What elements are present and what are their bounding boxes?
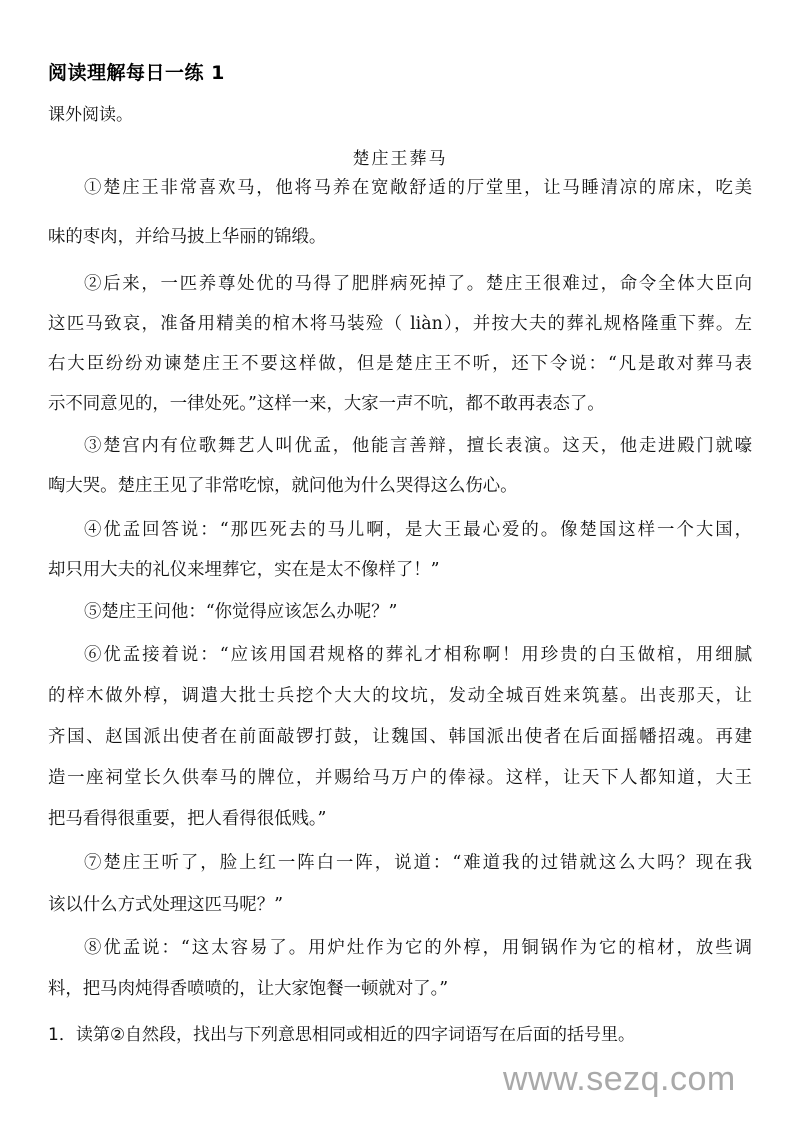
paragraph-1-line-1: ①楚庄王非常喜欢马，他将马养在宽敞舒适的厅堂里，让马睡清凉的席床，吃美 <box>84 178 752 198</box>
paragraph-2-line-4: 示不同意见的，一律处死。”这样一来，大家一声不吭，都不敢再表态了。 <box>48 394 605 414</box>
paragraph-2-line-3: 右大臣纷纷劝谏楚庄王不要这样做，但是楚庄王不听，还下令说：“凡是敢对葬马表 <box>48 354 752 374</box>
paragraph-6-line-1: ⑥优孟接着说：“应该用国君规格的葬礼才相称啊！用珍贵的白玉做棺，用细腻 <box>84 645 752 665</box>
story-title: 楚庄王葬马 <box>352 149 448 169</box>
paragraph-6-line-4: 造一座祠堂长久供奉马的牌位，并赐给马万户的俸禄。这样，让天下人都知道，大王 <box>48 768 752 788</box>
paragraph-5-line-1: ⑤楚庄王问他：“你觉得应该怎么办呢？” <box>84 602 398 622</box>
paragraph-8-line-2: 料，把马肉炖得香喷喷的，让大家饱餐一顿就对了。” <box>48 979 449 999</box>
page-title: 阅读理解每日一练 1 <box>48 62 225 84</box>
paragraph-6-line-5: 把马看得很重要，把人看得很低贱。” <box>48 809 327 829</box>
paragraph-2-line-2: 这匹马致哀，准备用精美的棺木将马装殓（ liàn），并按大夫的葬礼规格隆重下葬。左 <box>48 314 752 334</box>
watermark-text: www.sezq.com <box>503 1060 736 1098</box>
paragraph-3-line-1: ③楚宫内有位歌舞艺人叫优孟，他能言善辩，擅长表演。这天，他走进殿门就嚎 <box>84 436 752 456</box>
paragraph-8-line-1: ⑧优孟说：“这太容易了。用炉灶作为它的外椁，用铜锅作为它的棺材，放些调 <box>84 938 752 958</box>
paragraph-6-line-3: 齐国、赵国派出使者在前面敲锣打鼓，让魏国、韩国派出使者在后面摇幡招魂。再建 <box>48 727 752 747</box>
paragraph-4-line-2: 却只用大夫的礼仪来埋葬它，实在是太不像样了！” <box>48 560 440 580</box>
paragraph-4-line-1: ④优孟回答说：“那匹死去的马儿啊，是大王最心爱的。像楚国这样一个大国， <box>84 520 752 540</box>
paragraph-2-line-1: ②后来，一匹养尊处优的马得了肥胖病死掉了。楚庄王很难过，命令全体大臣向 <box>84 274 752 294</box>
paragraph-7-line-1: ⑦楚庄王听了，脸上红一阵白一阵，说道：“难道我的过错就这么大吗？现在我 <box>84 853 752 873</box>
paragraph-3-line-2: 啕大哭。楚庄王见了非常吃惊，就问他为什么哭得这么伤心。 <box>48 476 518 496</box>
intro-text: 课外阅读。 <box>48 105 133 125</box>
paragraph-6-line-2: 的梓木做外椁，调遣大批士兵挖个大大的坟坑，发动全城百姓来筑墓。出丧那天，让 <box>48 686 752 706</box>
paragraph-7-line-2: 该以什么方式处理这匹马呢？” <box>48 895 283 915</box>
question-1: 1．读第②自然段，找出与下列意思相同或相近的四字词语写在后面的括号里。 <box>48 1025 636 1045</box>
paragraph-1-line-2: 味的枣肉，并给马披上华丽的锦缎。 <box>48 227 327 247</box>
